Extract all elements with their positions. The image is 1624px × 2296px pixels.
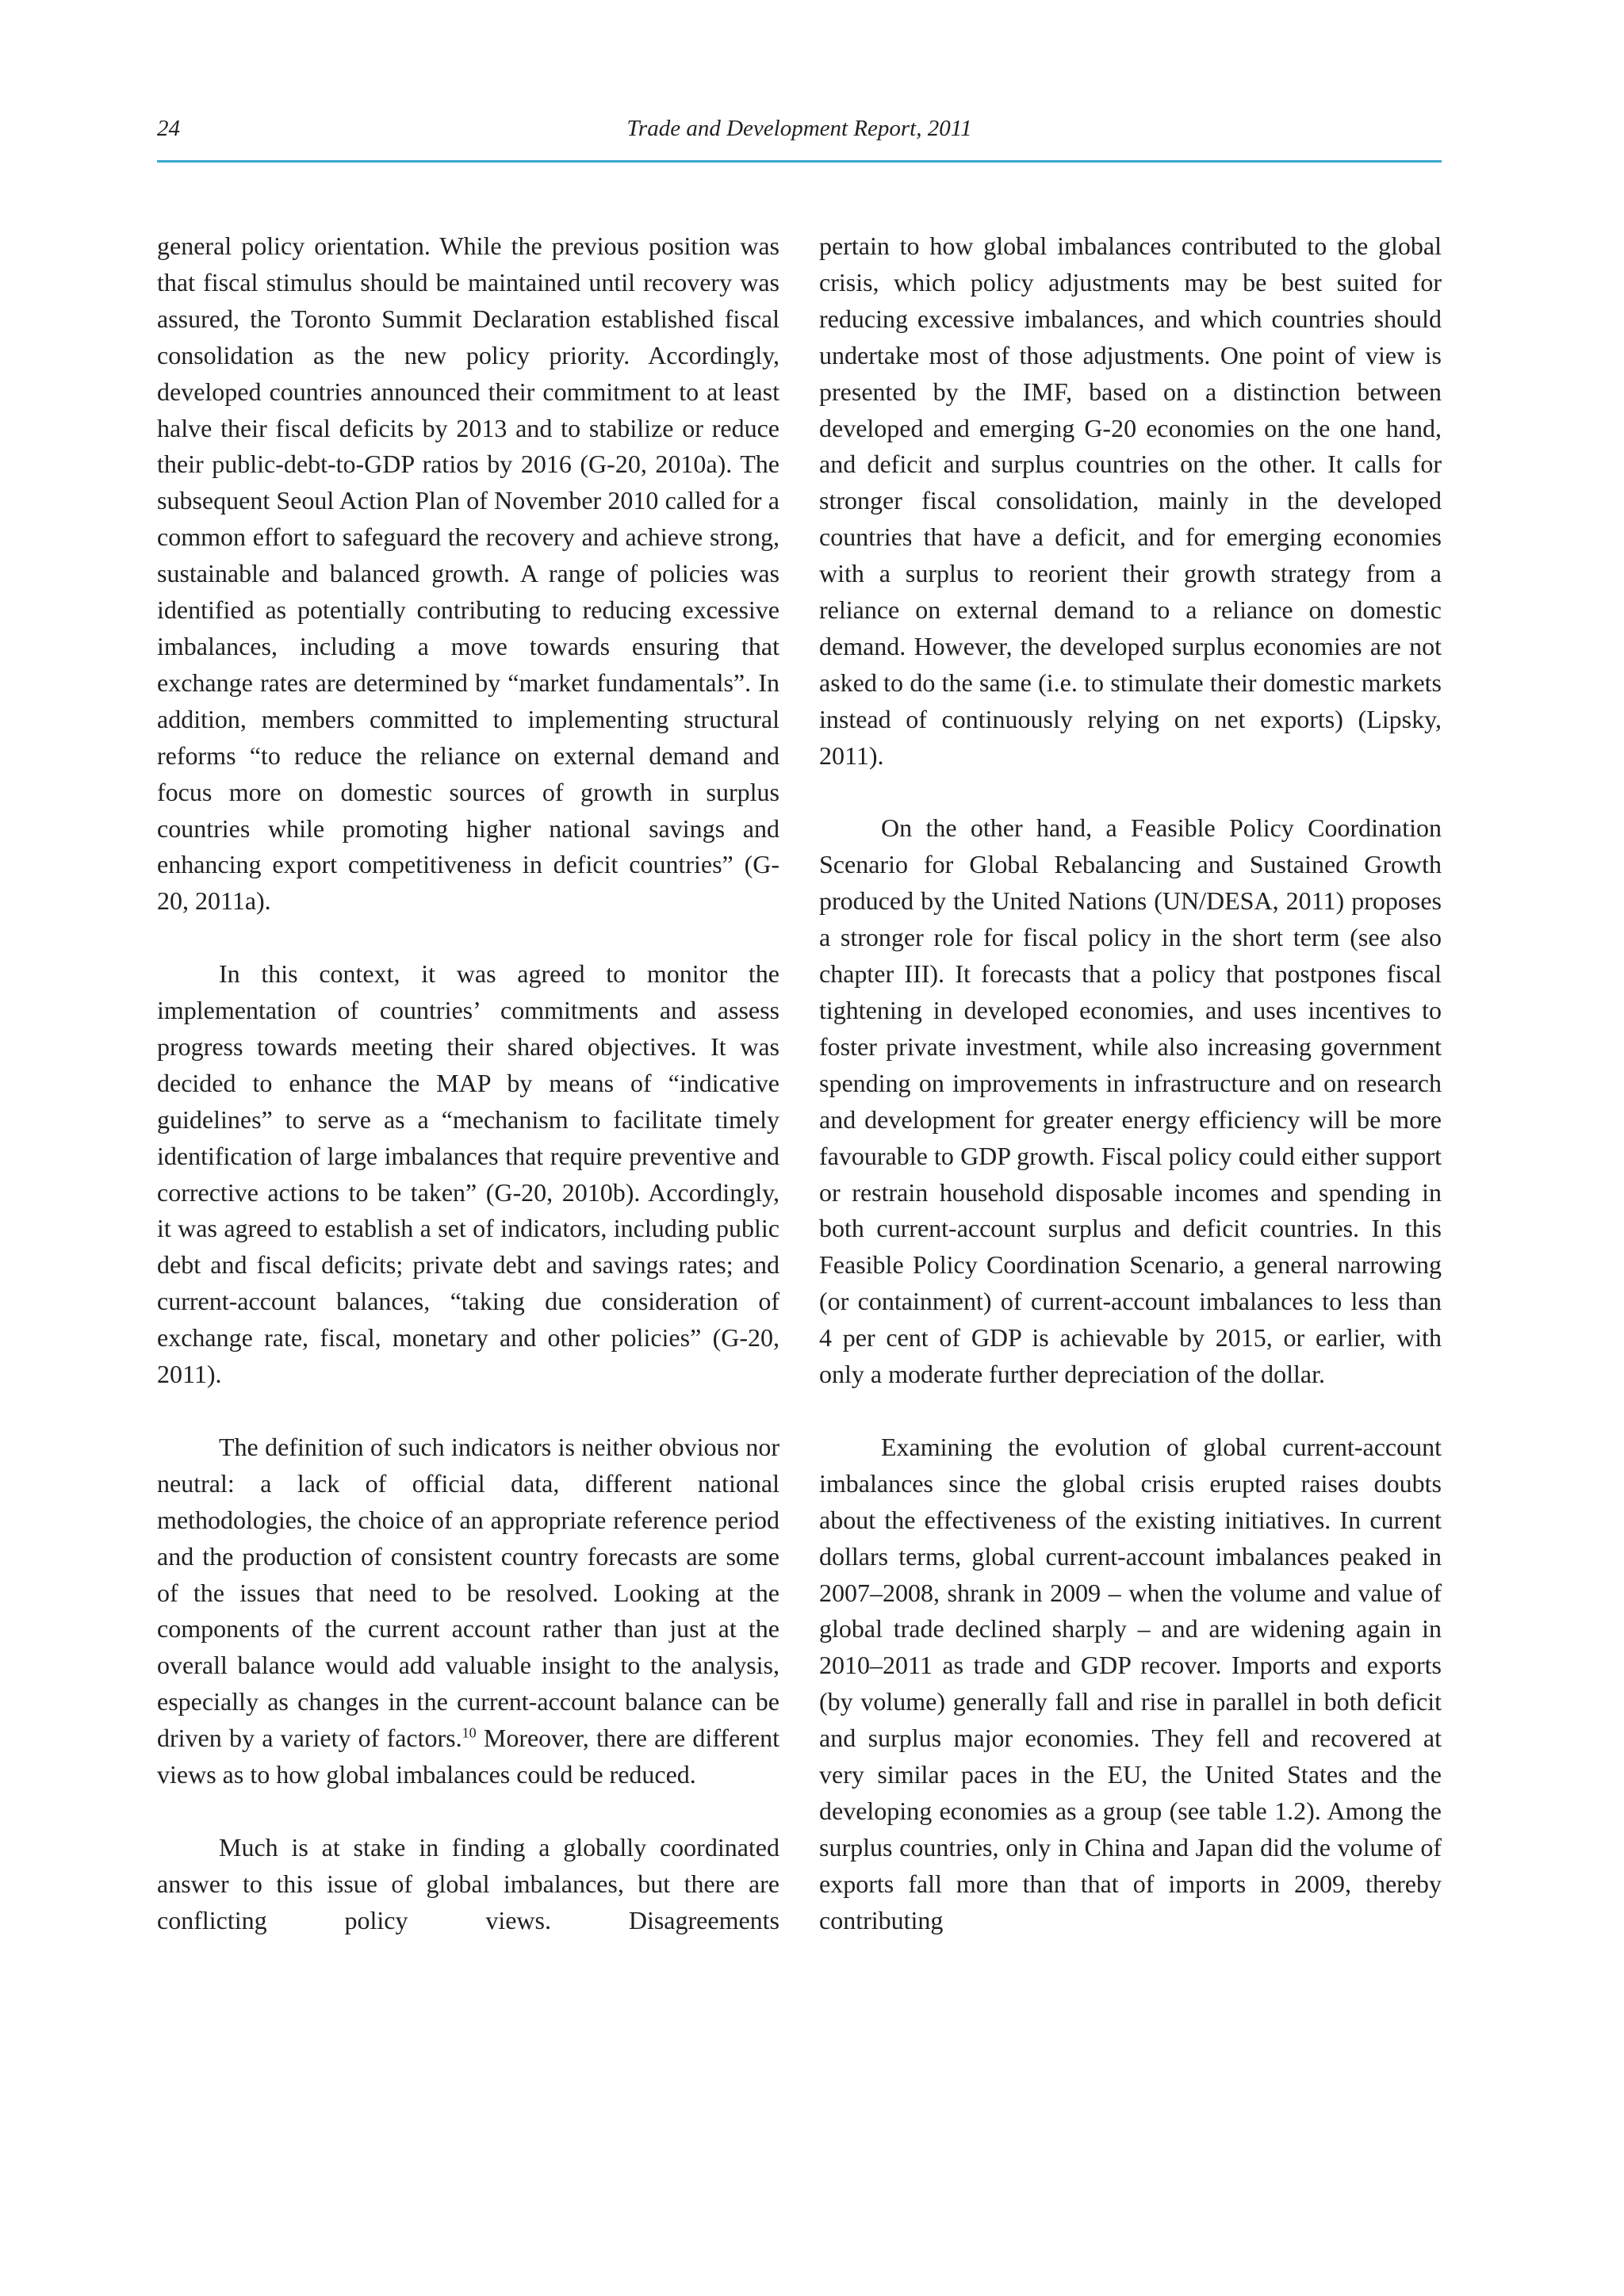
paragraph: [157, 1429, 779, 1793]
paragraph-text: The definition of such indicators is neither obvious nor neutral: a lack of official data, different national methodologies, the choice of an appropriate reference period and the production of consistent country forecasts are some of the issues that need to be resolved. Looking at the components of the current account rather than just at the overall balance would add valuable insight to the analysis, especially as changes in the current-account balance can be driven by a variety of factors.: [157, 1432, 779, 1753]
page-number: 24: [157, 116, 180, 141]
paragraph: Examining the evolution of global current-account imbalances since the global crisis erupted raises doubts about the effectiveness of the existing initiatives. In current dollars terms, global current-account imbalances peaked in 2007–2008, shrank in 2009 – when the volume and value of global trade declined sharply – and are widening again in 2010–2011 as trade and GDP recover. Imports and exports (by volume) generally fall and rise in parallel in both deficit and surplus major economies. They fell and recovered at very similar paces in the EU, the United States and the developing economies as a group (see table 1.2). Among the surplus countries, only in China and Japan did the volume of exports fall more than that of imports in 2009, thereby contributing: [819, 1432, 1442, 1934]
paragraph: pertain to how global imbalances contributed to the global crisis, which policy adjustments may be best suited for reducing excessive imbalances, and which countries should undertake most of those adjustments. One point of view is presented by the IMF, based on a distinction between developed and emerging G-20 economies on the one hand, and deficit and surplus countries on the other. It calls for stronger fiscal consolidation, mainly in the developed countries that have a deficit, and for emerging economies with a surplus to reorient their growth strategy from a reliance on external demand to a reliance on domestic demand. However, the developed surplus economies are not asked to do the same (i.e. to stimulate their domestic markets instead of continuously relying on net exports) (Lipsky, 2011).: [819, 232, 1442, 770]
left-column: [157, 228, 779, 1939]
paragraph: general policy orientation. While the previous position was that fiscal stimulus should be maintained until recovery was assured, the Toronto Summit Declaration established fiscal consolidation as the new policy priority. Accordingly, developed countries announced their commitment to at least halve their fiscal deficits by 2013 and to stabilize or reduce their public-debt-to-GDP ratios by 2016 (G-20, 2010a). The subsequent Seoul Action Plan of November 2010 called for a common effort to safeguard the recovery and achieve strong, sustainable and balanced growth. A range of policies was identified as potentially contributing to reducing excessive imbalances, including a move towards ensuring that exchange rates are determined by “market fundamentals”. In addition, members committed to implementing structural reforms “to reduce the reliance on external demand and focus more on domestic sources of growth in surplus countries while promoting higher national savings and enhancing export competitiveness in deficit countries” (G-20, 2011a).: [157, 232, 779, 916]
page-header: [157, 113, 1442, 163]
paragraph-text: Moreover, there are different views as to how global imbalances could be reduced.: [157, 1724, 780, 1789]
paragraph: Much is at stake in finding a globally coordinated answer to this issue of global imbalances, but there are conflicting policy views. Disagreements: [157, 1832, 779, 1934]
running-title: Trade and Development Report, 2011: [626, 116, 972, 141]
paragraph: On the other hand, a Feasible Policy Coordination Scenario for Global Rebalancing and Sustained Growth produced by the United Nations (UN/DESA, 2011) proposes a stronger role for fiscal policy in the short term (see also chapter III). It forecasts that a policy that postpones fiscal tightening in developed economies, and uses incentives to foster private investment, while also increasing government spending on improvements in infrastructure and on research and development for greater energy efficiency will be more favourable to GDP growth. Fiscal policy could either support or restrain household disposable incomes and spending in both current-account surplus and deficit countries. In this Feasible Policy Coordination Scenario, a general narrowing (or containment) of current-account imbalances to less than 4 per cent of GDP is achievable by 2015, or earlier, with only a moderate further depreciation of the dollar.: [819, 813, 1442, 1389]
footnote-marker[interactable]: 10: [462, 1724, 477, 1741]
paragraph: In this context, it was agreed to monitor the implementation of countries’ commitments and assess progress towards meeting their shared objectives. It was decided to enhance the MAP by means of “indicative guidelines” to serve as a “mechanism to facilitate timely identification of large imbalances that require preventive and corrective actions to be taken” (G-20, 2010b). Accordingly, it was agreed to establish a set of indicators, including public debt and fiscal deficits; private debt and savings rates; and current-account balances, “taking due consideration of exchange rate, fiscal, monetary and other policies” (G-20, 2011).: [157, 959, 779, 1389]
right-column: [819, 228, 1442, 1939]
